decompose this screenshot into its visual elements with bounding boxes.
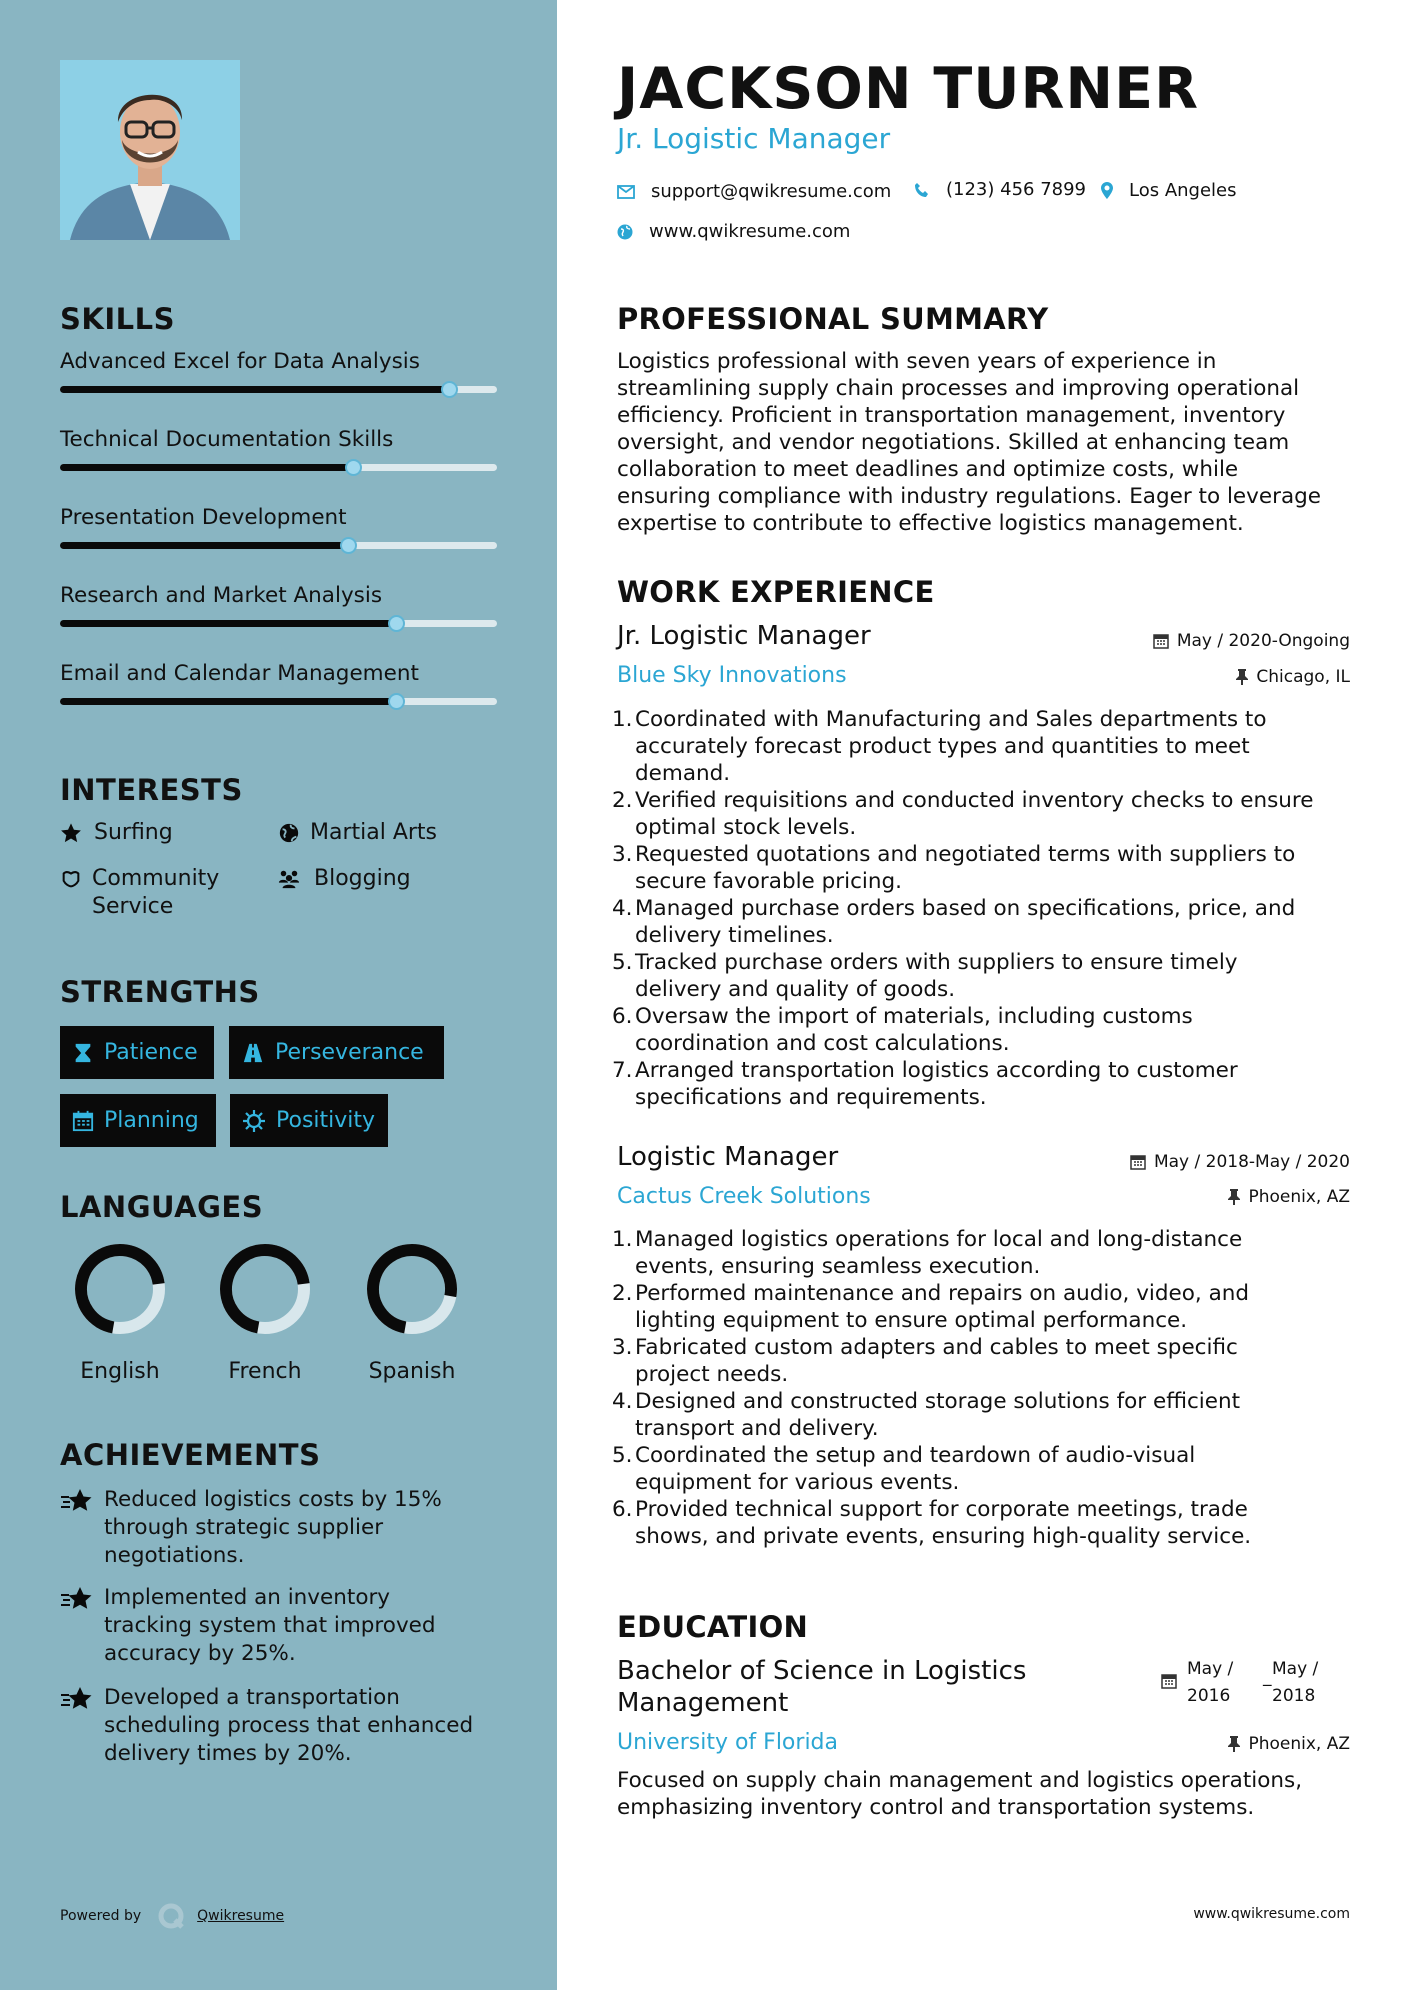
responsibility-number: 6.: [612, 1497, 633, 1522]
language-label: Spanish: [368, 1359, 456, 1384]
achievement-line: Reduced logistics costs by 15%: [104, 1487, 442, 1512]
summary-line: streamlining supply chain processes and improving operational: [617, 376, 1300, 401]
pushpin-icon: [1228, 1189, 1240, 1205]
calendar-icon: [1161, 1673, 1177, 1689]
star-burst-icon: [60, 1686, 94, 1712]
summary-line: ensuring compliance with industry regulations. Eager to leverage: [617, 484, 1321, 509]
skill-bar-knob: [388, 693, 405, 710]
skill-item: [60, 505, 497, 530]
responsibility-item: [612, 1280, 1352, 1334]
star-burst-icon: [60, 1488, 94, 1514]
skill-bar: [60, 620, 497, 627]
summary-line: efficiency. Proficient in transportation management, inventory: [617, 403, 1286, 428]
responsibility-item: [612, 1003, 1352, 1057]
language-item: [215, 1243, 315, 1384]
sidebar: [0, 0, 557, 1990]
skill-bar-fill: [60, 464, 353, 471]
responsibility-item: [612, 787, 1352, 841]
interest-label: Blogging: [314, 866, 411, 891]
responsibility-line: lighting equipment to ensure optimal performance.: [635, 1308, 1188, 1333]
strength-patience: [60, 1026, 214, 1079]
edu-description-line: Focused on supply chain management and logistics operations,: [617, 1768, 1303, 1793]
responsibility-line: Designed and constructed storage solutions for efficient: [635, 1389, 1241, 1414]
edu-date-dash: _: [1263, 1667, 1272, 1687]
summary-heading: PROFESSIONAL SUMMARY: [617, 302, 1049, 336]
candidate-name: JACKSON TURNER: [617, 56, 1199, 122]
hourglass-icon: [72, 1042, 94, 1064]
map-pin-icon: [1101, 182, 1113, 199]
strength-label: Perseverance: [275, 1040, 424, 1065]
summary-text: [617, 348, 1357, 537]
responsibility-line: transport and delivery.: [635, 1416, 879, 1441]
responsibility-line: Provided technical support for corporate meetings, trade: [635, 1497, 1248, 1522]
job-title: Jr. Logistic Manager: [617, 621, 871, 651]
hand-icon: [60, 868, 82, 890]
responsibility-line: Verified requisitions and conducted inventory checks to ensure: [635, 788, 1314, 813]
edu-location: [1228, 1734, 1350, 1754]
achievement-line: scheduling process that enhanced: [104, 1713, 474, 1738]
interest-martial-arts: [278, 818, 478, 848]
contact-email[interactable]: [617, 181, 891, 202]
edu-end-year: 2018: [1272, 1686, 1316, 1706]
edu-description-line: emphasizing inventory control and transportation systems.: [617, 1795, 1255, 1820]
responsibility-line: shows, and private events, ensuring high-quality service.: [635, 1524, 1252, 1549]
skill-item: [60, 349, 497, 374]
responsibility-item: [612, 1334, 1352, 1388]
skill-bar-knob: [388, 615, 405, 632]
company-name: Cactus Creek Solutions: [617, 1184, 871, 1209]
star-icon: [60, 822, 82, 844]
achievement-line: accuracy by 25%.: [104, 1641, 296, 1666]
responsibility-line: delivery and quality of goods.: [635, 977, 956, 1002]
summary-line: oversight, and vendor negotiations. Skilled at enhancing team: [617, 430, 1290, 455]
achievement-line: tracking system that improved: [104, 1613, 436, 1638]
edu-start-month: May /: [1187, 1659, 1234, 1679]
responsibility-number: 1.: [612, 1227, 633, 1252]
responsibility-number: 3.: [612, 842, 633, 867]
phone-text: (123) 456 7899: [946, 179, 1087, 200]
responsibility-line: coordination and cost calculations.: [635, 1031, 1010, 1056]
responsibility-line: secure favorable pricing.: [635, 869, 902, 894]
interest-community-service: [60, 864, 260, 924]
strength-label: Positivity: [276, 1108, 376, 1133]
contact-website[interactable]: [617, 221, 850, 242]
job-date-text: May / 2020-Ongoing: [1176, 631, 1350, 651]
edu-end-month: May /: [1272, 1659, 1319, 1679]
job-location-text: Phoenix, AZ: [1248, 1187, 1350, 1207]
achievements-heading: ACHIEVEMENTS: [60, 1438, 321, 1472]
responsibility-number: 1.: [612, 707, 633, 732]
responsibility-number: 6.: [612, 1004, 633, 1029]
responsibility-number: 3.: [612, 1335, 633, 1360]
powered-by-text: Powered by: [60, 1908, 142, 1924]
interests-heading: INTERESTS: [60, 773, 243, 807]
skill-bar-knob: [340, 537, 357, 554]
skill-item: [60, 661, 497, 686]
calendar-icon: [1153, 633, 1169, 649]
skill-bar: [60, 464, 497, 471]
job-responsibilities: [612, 1226, 1352, 1550]
skill-item: [60, 583, 497, 608]
language-label: English: [80, 1359, 160, 1384]
language-proficiency-ring: [366, 1243, 458, 1335]
interest-label: Martial Arts: [310, 820, 438, 845]
pushpin-icon: [1236, 669, 1248, 685]
responsibility-line: Fabricated custom adapters and cables to meet specific: [635, 1335, 1238, 1360]
website-text: www.qwikresume.com: [649, 221, 851, 242]
responsibility-item: [612, 1442, 1352, 1496]
edu-location-text: Phoenix, AZ: [1248, 1734, 1350, 1754]
skill-bar-fill: [60, 386, 449, 393]
degree-title-cont: Management: [617, 1688, 789, 1718]
qwikresume-link[interactable]: Qwikresume: [197, 1908, 285, 1924]
responsibility-line: Coordinated the setup and teardown of audio-visual: [635, 1443, 1196, 1468]
interest-surfing: [60, 818, 260, 848]
responsibility-item: [612, 1057, 1352, 1111]
skill-label: Presentation Development: [60, 505, 347, 530]
edu-description: [617, 1767, 1357, 1821]
responsibility-item: [612, 1226, 1352, 1280]
email-text: support@qwikresume.com: [651, 181, 892, 202]
edu-start-year: 2016: [1187, 1686, 1231, 1706]
responsibility-item: [612, 706, 1352, 787]
strength-planning: [60, 1094, 216, 1147]
edu-start-date: [1187, 1656, 1233, 1710]
responsibility-number: 5.: [612, 1443, 633, 1468]
responsibility-line: accurately forecast product types and quantities to meet: [635, 734, 1250, 759]
company-name: Blue Sky Innovations: [617, 663, 847, 688]
job-title: Logistic Manager: [617, 1142, 839, 1172]
achievement-text: [104, 1584, 524, 1668]
responsibility-number: 4.: [612, 896, 633, 921]
pushpin-icon: [1228, 1736, 1240, 1752]
candidate-role: Jr. Logistic Manager: [617, 122, 891, 155]
responsibility-number: 7.: [612, 1058, 633, 1083]
skills-heading: SKILLS: [60, 302, 175, 336]
star-burst-icon: [60, 1586, 94, 1612]
responsibility-line: Managed logistics operations for local and long-distance: [635, 1227, 1243, 1252]
strength-positivity: [230, 1094, 388, 1147]
skill-label: Technical Documentation Skills: [60, 427, 394, 452]
skill-bar-knob: [441, 381, 458, 398]
responsibility-item: [612, 1388, 1352, 1442]
skill-label: Research and Market Analysis: [60, 583, 383, 608]
skill-bar-knob: [345, 459, 362, 476]
responsibility-number: 2.: [612, 788, 633, 813]
globe-icon: [617, 224, 633, 240]
achievement-text: [104, 1486, 524, 1570]
profile-photo: [60, 60, 240, 240]
achievement-text: [104, 1684, 524, 1768]
phone-icon: [914, 182, 930, 198]
skill-label: Email and Calendar Management: [60, 661, 419, 686]
achievement-line: delivery times by 20%.: [104, 1741, 352, 1766]
interest-label: Surfing: [94, 820, 173, 845]
responsibility-number: 2.: [612, 1281, 633, 1306]
skill-bar-fill: [60, 542, 348, 549]
responsibility-line: events, ensuring seamless execution.: [635, 1254, 1041, 1279]
achievement-line: Implemented an inventory: [104, 1585, 391, 1610]
job-date: [1130, 1152, 1350, 1172]
language-item: [362, 1243, 462, 1384]
responsibility-line: equipment for various events.: [635, 1470, 960, 1495]
responsibility-line: Oversaw the import of materials, including customs: [635, 1004, 1193, 1029]
language-label: French: [228, 1359, 302, 1384]
interest-blogging: [278, 864, 478, 894]
skill-bar: [60, 698, 497, 705]
summary-line: collaboration to meet deadlines and optimize costs, while: [617, 457, 1239, 482]
responsibility-line: project needs.: [635, 1362, 789, 1387]
responsibility-number: 5.: [612, 950, 633, 975]
sun-icon: [242, 1109, 266, 1133]
job-date: [1153, 631, 1350, 651]
responsibility-number: 4.: [612, 1389, 633, 1414]
responsibility-line: demand.: [635, 761, 731, 786]
strength-label: Patience: [104, 1040, 198, 1065]
skill-bar: [60, 542, 497, 549]
job-date-text: May / 2018-May / 2020: [1153, 1152, 1350, 1172]
footer-website[interactable]: www.qwikresume.com: [1193, 1906, 1350, 1922]
school-name: University of Florida: [617, 1730, 838, 1755]
users-icon: [278, 868, 300, 890]
achievement-line: through strategic supplier: [104, 1515, 384, 1540]
skill-item: [60, 427, 497, 452]
language-proficiency-ring: [74, 1243, 166, 1335]
strengths-heading: STRENGTHS: [60, 975, 260, 1009]
job-location: [1236, 667, 1350, 687]
achievement-line: Developed a transportation: [104, 1685, 400, 1710]
education-heading: EDUCATION: [617, 1610, 809, 1644]
responsibility-line: Coordinated with Manufacturing and Sales departments to: [635, 707, 1267, 732]
responsibility-line: Performed maintenance and repairs on audio, video, and: [635, 1281, 1250, 1306]
edu-end-date: [1272, 1656, 1318, 1710]
strength-perseverance: [229, 1026, 444, 1079]
contact-phone[interactable]: [914, 179, 1086, 200]
job-location: [1228, 1187, 1350, 1207]
calendar-icon: [72, 1110, 94, 1132]
achievement-line: negotiations.: [104, 1543, 245, 1568]
interest-label-cont: Service: [92, 894, 174, 919]
job-responsibilities: [612, 706, 1352, 1111]
summary-line: expertise to contribute to effective logistics management.: [617, 511, 1244, 536]
responsibility-line: Tracked purchase orders with suppliers to ensure timely: [635, 950, 1238, 975]
qwikresume-logo-icon: [157, 1902, 185, 1930]
location-text: Los Angeles: [1129, 180, 1237, 201]
language-proficiency-ring: [219, 1243, 311, 1335]
language-item: [70, 1243, 170, 1384]
responsibility-item: [612, 895, 1352, 949]
responsibility-line: Requested quotations and negotiated terms with suppliers to: [635, 842, 1296, 867]
globe-icon: [278, 822, 300, 844]
responsibility-line: specifications and requirements.: [635, 1085, 987, 1110]
job-location-text: Chicago, IL: [1256, 667, 1350, 687]
responsibility-item: [612, 949, 1352, 1003]
interest-label: Community: [92, 866, 220, 891]
powered-by: [60, 1902, 284, 1930]
summary-line: Logistics professional with seven years of experience in: [617, 349, 1217, 374]
skill-bar-fill: [60, 620, 396, 627]
strength-label: Planning: [104, 1108, 199, 1133]
responsibility-line: optimal stock levels.: [635, 815, 857, 840]
skill-label: Advanced Excel for Data Analysis: [60, 349, 420, 374]
responsibility-line: Arranged transportation logistics according to customer: [635, 1058, 1238, 1083]
degree-title: Bachelor of Science in Logistics: [617, 1656, 1027, 1686]
responsibility-item: [612, 1496, 1352, 1550]
responsibility-line: delivery timelines.: [635, 923, 834, 948]
envelope-icon: [617, 185, 635, 199]
road-icon: [241, 1042, 265, 1064]
contact-location: [1101, 180, 1237, 201]
languages-heading: LANGUAGES: [60, 1190, 264, 1224]
responsibility-item: [612, 841, 1352, 895]
skill-bar-fill: [60, 698, 396, 705]
responsibility-line: Managed purchase orders based on specifications, price, and: [635, 896, 1296, 921]
experience-heading: WORK EXPERIENCE: [617, 575, 935, 609]
calendar-icon: [1130, 1154, 1146, 1170]
skill-bar: [60, 386, 497, 393]
